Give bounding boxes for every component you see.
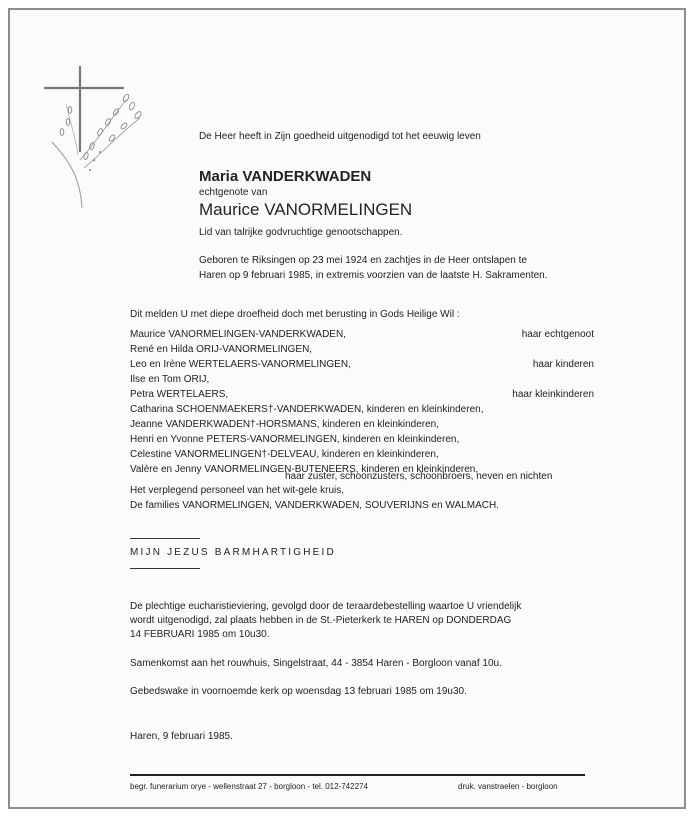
service-line-1: De plechtige eucharistieviering, gevolgd door de teraardebestelling waartoe U vriendelijk [130,601,522,612]
spouse-name [199,200,412,220]
family-member-name: Maurice VANORMELINGEN-VANDERKWADEN, [130,329,346,340]
family-member-name: Ilse en Tom ORIJ, [130,374,210,385]
siblings-line: haar zuster, schoonzusters, schoonbroers, neven en nichten [285,471,553,482]
family-member-name: Henri en Yvonne PETERS-VANORMELINGEN, kinderen en kleinkinderen, [130,434,460,445]
family-member-name: Valère en Jenny VANORMELINGEN-BUTENEERS, kinderen en kleinkinderen, [130,464,479,475]
announcement-line: Dit melden U met diepe droefheid doch met berusting in Gods Heilige Wil : [130,309,460,320]
family-member-role: haar echtgenoot [521,329,594,340]
service-line-3: 14 FEBRUARI 1985 om 10u30. [130,629,270,640]
membership-line: Lid van talrijke godvruchtige genootschappen. [199,227,403,238]
relation-label: echtgenote van [199,187,268,198]
divider-bottom [130,568,200,569]
gathering-line: Samenkomst aan het rouwhuis, Singelstraat, 44 - 3854 Haren - Borgloon vanaf 10u. [130,658,502,669]
birth-death-line-2: Haren op 9 februari 1985, in extremis voorzien van de laatste H. Sakramenten. [199,270,548,281]
prayer-line: MIJN JEZUS BARMHARTIGHEID [130,547,336,558]
deceased-last-name: VANDERKWADEN [242,168,372,185]
cross-with-grain-icon [40,60,150,210]
birth-death-line-1: Geboren te Riksingen op 23 mei 1924 en zachtjes in de Heer ontslapen te [199,255,527,266]
family-member-name: René en Hilda ORIJ-VANORMELINGEN, [130,344,313,355]
family-member-role: haar kleinkinderen [512,389,594,400]
staff-line: Het verplegend personeel van het wit-gele kruis, [130,485,345,496]
spouse-last-name: VANORMELINGEN [264,200,413,219]
family-member-name: Celestine VANORMELINGEN†-DELVEAU, kinderen en kleinkinderen, [130,449,439,460]
place-date: Haren, 9 februari 1985. [130,731,233,742]
footer-funeral-home: begr. funerarium orye - wellenstraat 27 - borgloon - tel. 012-742274 [130,782,368,791]
deceased-name [199,168,371,185]
service-line-2: wordt uitgenodigd, zal plaats hebben in de St.-Pieterkerk te HAREN op DONDERDAG [130,615,512,626]
family-member-name: Catharina SCHOENMAEKERS†-VANDERKWADEN, kinderen en kleinkinderen, [130,404,484,415]
family-member-role: haar kinderen [532,359,594,370]
divider-top [130,538,200,539]
families-line: De families VANORMELINGEN, VANDERKWADEN, SOUVERIJNS en WALMACH. [130,500,499,511]
family-member-name: Petra WERTELAERS, [130,389,229,400]
family-member-name: Jeanne VANDERKWADEN†-HORSMANS, kinderen en kleinkinderen, [130,419,440,430]
death-notice-card [8,8,686,809]
footer-rule [130,774,585,776]
deceased-first-name: Maria [199,168,239,185]
header-line: De Heer heeft in Zijn goedheid uitgenodigd tot het eeuwig leven [199,131,481,142]
wake-line: Gebedswake in voornoemde kerk op woensdag 13 februari 1985 om 19u30. [130,686,467,697]
family-member-name: Leo en Irène WERTELAERS-VANORMELINGEN, [130,359,351,370]
spouse-first-name: Maurice [199,200,260,219]
footer-printer: druk. vanstraelen - borgloon [458,782,558,791]
